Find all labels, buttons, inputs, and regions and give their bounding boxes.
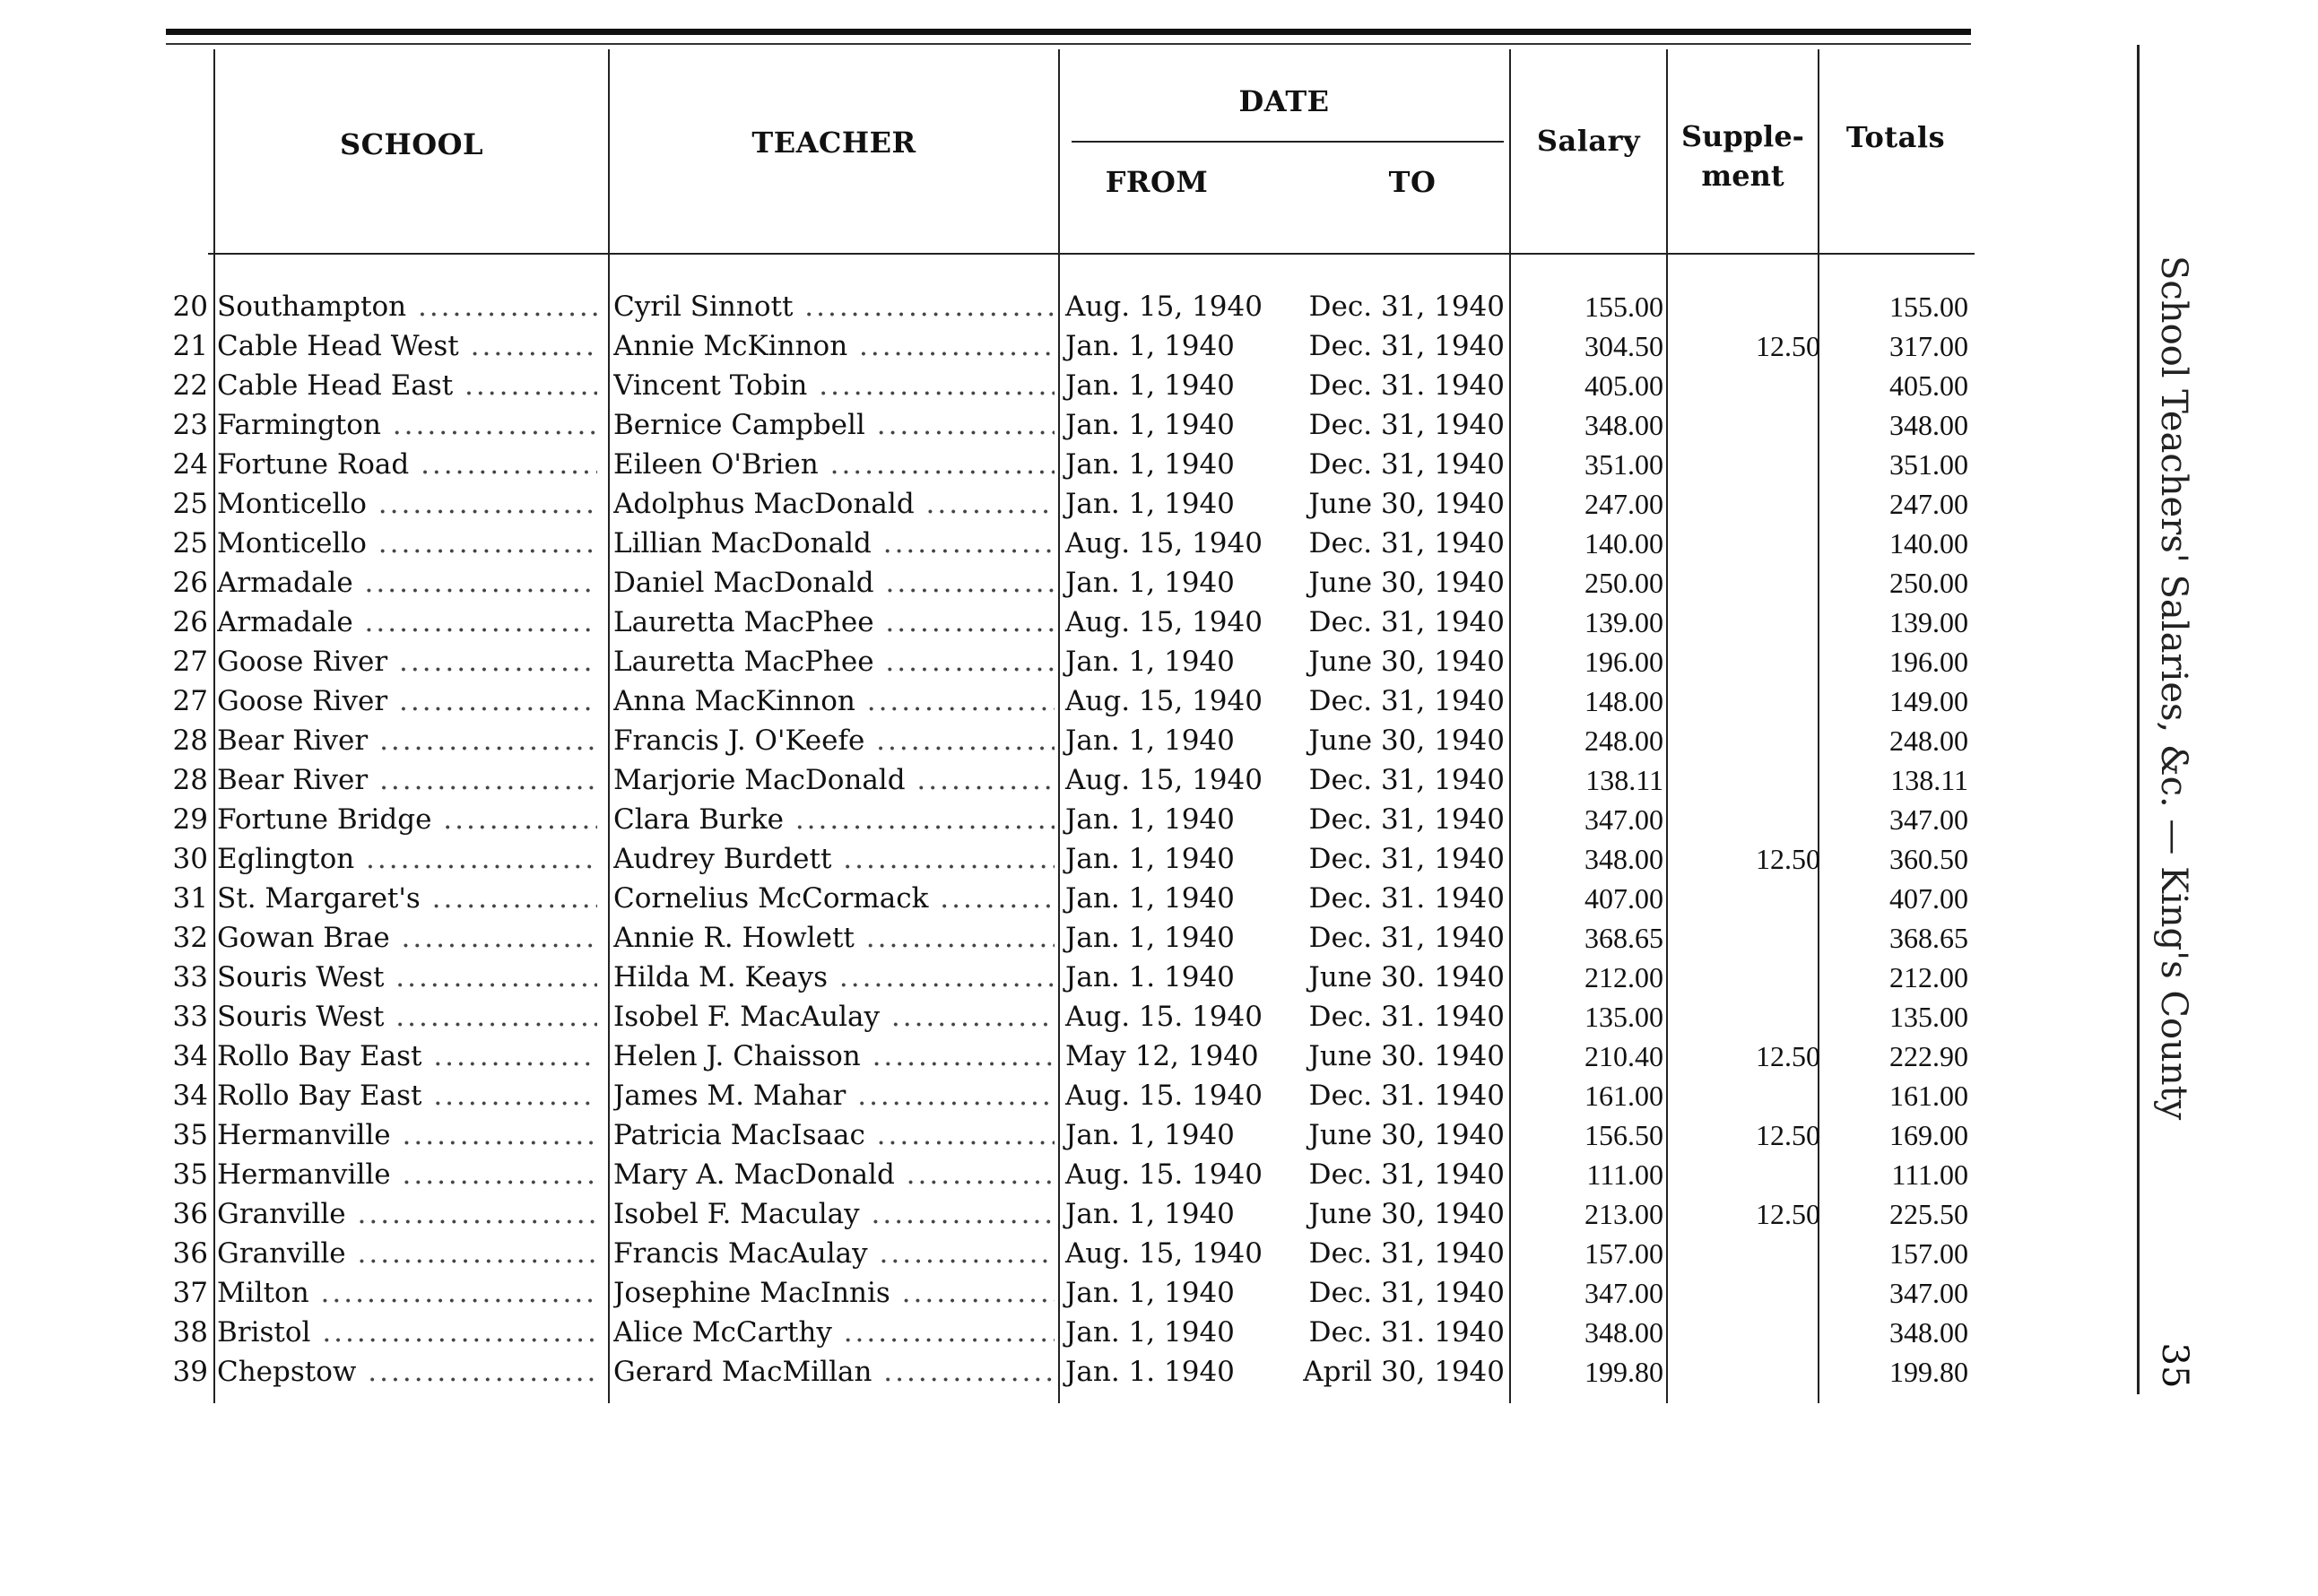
salary-header: Salary — [1536, 124, 1641, 158]
total-value: 250.00 — [1889, 567, 1968, 599]
date-to: June 30, 1940 — [1308, 1119, 1505, 1151]
date-to: Dec. 31, 1940 — [1308, 1158, 1505, 1191]
total-value: 139.00 — [1889, 606, 1968, 638]
row-number: 29 — [172, 803, 208, 836]
date-from: May 12, 1940 — [1065, 1040, 1259, 1072]
date-from: Jan. 1, 1940 — [1065, 369, 1235, 402]
date-to: April 30, 1940 — [1303, 1356, 1505, 1388]
teacher-name: James M. Mahar ..... — [613, 1076, 1055, 1115]
salary-value: 351.00 — [1584, 448, 1663, 481]
school-name: Milton ..... — [217, 1273, 597, 1313]
date-from: Jan. 1, 1940 — [1065, 1277, 1235, 1309]
row-number: 33 — [172, 1001, 208, 1033]
total-value: 317.00 — [1889, 330, 1968, 362]
school-name: Granville ..... — [217, 1234, 597, 1273]
teacher-name: Adolphus MacDonald ..... — [613, 484, 1055, 524]
date-to: June 30, 1940 — [1308, 567, 1505, 599]
school-name: Goose River ..... — [217, 681, 597, 721]
table-row — [0, 642, 2018, 681]
row-number: 37 — [172, 1277, 208, 1309]
supplement-header-line1: Supple- — [1681, 119, 1804, 153]
date-from: Aug. 15, 1940 — [1065, 1237, 1263, 1270]
supplement-value: 12.50 — [1756, 843, 1820, 875]
date-to: Dec. 31, 1940 — [1308, 527, 1505, 559]
school-name: Rollo Bay East ..... — [217, 1076, 597, 1115]
date-from: Jan. 1, 1940 — [1065, 330, 1235, 362]
teacher-name: Anna MacKinnon ..... — [613, 681, 1055, 721]
table-row — [0, 1273, 2018, 1313]
salary-value: 138.11 — [1585, 764, 1663, 796]
date-to: June 30. 1940 — [1308, 1040, 1505, 1072]
row-number: 28 — [172, 764, 208, 796]
teacher-name: Lauretta MacPhee ..... — [613, 603, 1055, 642]
date-to: Dec. 31, 1940 — [1308, 1277, 1505, 1309]
side-title-text: School Teachers' Salaries, &c. — King's County — [2153, 256, 2194, 1121]
school-name: Fortune Bridge ..... — [217, 800, 597, 839]
total-value: 111.00 — [1891, 1158, 1968, 1191]
date-to: Dec. 31. 1940 — [1308, 882, 1505, 915]
total-value: 247.00 — [1889, 488, 1968, 520]
table-row — [0, 958, 2018, 997]
school-name: Armadale ..... — [217, 603, 597, 642]
date-from: Jan. 1. 1940 — [1065, 1356, 1235, 1388]
salary-value: 135.00 — [1584, 1001, 1663, 1033]
salary-value: 407.00 — [1584, 882, 1663, 915]
school-name: Armadale ..... — [217, 563, 597, 603]
date-from: Jan. 1, 1940 — [1065, 646, 1235, 678]
row-number: 36 — [172, 1237, 208, 1270]
school-name: Granville ..... — [217, 1194, 597, 1234]
date-to: Dec. 31. 1940 — [1308, 369, 1505, 402]
row-number: 39 — [172, 1356, 208, 1388]
total-value: 348.00 — [1889, 1316, 1968, 1349]
teacher-name: Patricia MacIsaac ..... — [613, 1115, 1055, 1155]
date-from: Aug. 15, 1940 — [1065, 606, 1263, 638]
table-row — [0, 366, 2018, 405]
table-row — [0, 326, 2018, 366]
date-to: June 30, 1940 — [1308, 724, 1505, 757]
salary-value: 161.00 — [1584, 1080, 1663, 1112]
date-from: Jan. 1, 1940 — [1065, 922, 1235, 954]
date-from: Jan. 1, 1940 — [1065, 448, 1235, 481]
teacher-name: Daniel MacDonald ..... — [613, 563, 1055, 603]
date-from: Jan. 1, 1940 — [1065, 1198, 1235, 1230]
table-row — [0, 1313, 2018, 1352]
row-number: 20 — [172, 291, 208, 323]
total-value: 348.00 — [1889, 409, 1968, 441]
row-number: 34 — [172, 1040, 208, 1072]
school-name: Goose River ..... — [217, 642, 597, 681]
table-row — [0, 1115, 2018, 1155]
school-name: Hermanville ..... — [217, 1155, 597, 1194]
row-number: 38 — [172, 1316, 208, 1349]
date-to: June 30, 1940 — [1308, 488, 1505, 520]
date-to: Dec. 31, 1940 — [1308, 409, 1505, 441]
teacher-name: Francis MacAulay ..... — [613, 1234, 1055, 1273]
salary-value: 210.40 — [1584, 1040, 1663, 1072]
total-value: 140.00 — [1889, 527, 1968, 559]
teacher-name: Helen J. Chaisson ..... — [613, 1037, 1055, 1076]
teacher-name: Clara Burke ..... — [613, 800, 1055, 839]
date-from: Aug. 15. 1940 — [1065, 1158, 1263, 1191]
school-name: Hermanville ..... — [217, 1115, 597, 1155]
date-from: Jan. 1, 1940 — [1065, 882, 1235, 915]
teacher-name: Isobel F. Maculay ..... — [613, 1194, 1055, 1234]
salary-value: 250.00 — [1584, 567, 1663, 599]
row-number: 33 — [172, 961, 208, 993]
row-number: 25 — [172, 527, 208, 559]
salary-value: 148.00 — [1584, 685, 1663, 717]
school-name: Souris West ..... — [217, 958, 597, 997]
date-from: Jan. 1, 1940 — [1065, 409, 1235, 441]
date-to: Dec. 31, 1940 — [1308, 606, 1505, 638]
date-from: Jan. 1, 1940 — [1065, 1119, 1235, 1151]
teacher-name: Isobel F. MacAulay ..... — [613, 997, 1055, 1037]
salary-value: 248.00 — [1584, 724, 1663, 757]
date-from: Jan. 1, 1940 — [1065, 803, 1235, 836]
row-number: 32 — [172, 922, 208, 954]
teacher-name: Hilda M. Keays ..... — [613, 958, 1055, 997]
salary-value: 304.50 — [1584, 330, 1663, 362]
total-value: 347.00 — [1889, 803, 1968, 836]
date-from: Aug. 15, 1940 — [1065, 527, 1263, 559]
supplement-value: 12.50 — [1756, 330, 1820, 362]
teacher-name: Audrey Burdett ..... — [613, 839, 1055, 879]
date-to: Dec. 31, 1940 — [1308, 685, 1505, 717]
total-value: 225.50 — [1889, 1198, 1968, 1230]
school-name: Gowan Brae ..... — [217, 918, 597, 958]
date-from: Jan. 1, 1940 — [1065, 567, 1235, 599]
date-to: June 30. 1940 — [1308, 961, 1505, 993]
school-name: Bristol ..... — [217, 1313, 597, 1352]
date-from: Jan. 1, 1940 — [1065, 843, 1235, 875]
salary-value: 111.00 — [1586, 1158, 1663, 1191]
date-to: Dec. 31, 1940 — [1308, 1237, 1505, 1270]
row-number: 27 — [172, 646, 208, 678]
table-row — [0, 1352, 2018, 1392]
table-row — [0, 800, 2018, 839]
teacher-name: Mary A. MacDonald ..... — [613, 1155, 1055, 1194]
date-to: Dec. 31. 1940 — [1308, 1316, 1505, 1349]
table-row — [0, 1037, 2018, 1076]
row-number: 30 — [172, 843, 208, 875]
salary-value: 156.50 — [1584, 1119, 1663, 1151]
table-row — [0, 681, 2018, 721]
teacher-name: Gerard MacMillan ..... — [613, 1352, 1055, 1392]
supplement-value: 12.50 — [1756, 1198, 1820, 1230]
to-header: TO — [1388, 165, 1437, 199]
total-value: 135.00 — [1889, 1001, 1968, 1033]
teacher-name: Josephine MacInnis ..... — [613, 1273, 1055, 1313]
total-value: 149.00 — [1889, 685, 1968, 717]
table-row — [0, 760, 2018, 800]
side-title — [2143, 256, 2206, 1403]
top-rule — [166, 29, 1971, 35]
table-row — [0, 1234, 2018, 1273]
school-name: Monticello ..... — [217, 524, 597, 563]
school-name: Cable Head West ..... — [217, 326, 597, 366]
salary-value: 213.00 — [1584, 1198, 1663, 1230]
teacher-name: Eileen O'Brien ..... — [613, 445, 1055, 484]
table-row — [0, 839, 2018, 879]
date-to: Dec. 31. 1940 — [1308, 1001, 1505, 1033]
teacher-name: Bernice Campbell ..... — [613, 405, 1055, 445]
date-from: Jan. 1, 1940 — [1065, 488, 1235, 520]
salary-value: 347.00 — [1584, 803, 1663, 836]
school-name: Cable Head East ..... — [217, 366, 597, 405]
row-number: 21 — [172, 330, 208, 362]
table-row — [0, 1194, 2018, 1234]
school-name: Fortune Road ..... — [217, 445, 597, 484]
salary-value: 348.00 — [1584, 843, 1663, 875]
row-number: 36 — [172, 1198, 208, 1230]
teacher-header: TEACHER — [751, 126, 916, 160]
date-from: Jan. 1. 1940 — [1065, 961, 1235, 993]
total-value: 222.90 — [1889, 1040, 1968, 1072]
table-row — [0, 721, 2018, 760]
supplement-value: 12.50 — [1756, 1119, 1820, 1151]
page-number — [2143, 1342, 2206, 1399]
row-number: 34 — [172, 1080, 208, 1112]
header-bottom-rule — [208, 253, 1975, 255]
school-name: Souris West ..... — [217, 997, 597, 1037]
supplement-header-line2: ment — [1701, 159, 1784, 193]
teacher-name: Marjorie MacDonald ..... — [613, 760, 1055, 800]
teacher-name: Cornelius McCormack ..... — [613, 879, 1055, 918]
date-to: Dec. 31, 1940 — [1308, 291, 1505, 323]
school-name: Monticello ..... — [217, 484, 597, 524]
school-name: Chepstow ..... — [217, 1352, 597, 1392]
total-value: 155.00 — [1889, 291, 1968, 323]
salary-value: 139.00 — [1584, 606, 1663, 638]
total-value: 157.00 — [1889, 1237, 1968, 1270]
school-name: Rollo Bay East ..... — [217, 1037, 597, 1076]
school-name: St. Margaret's ..... — [217, 879, 597, 918]
row-number: 25 — [172, 488, 208, 520]
school-name: Eglington ..... — [217, 839, 597, 879]
table-row — [0, 405, 2018, 445]
total-value: 212.00 — [1889, 961, 1968, 993]
teacher-name: Francis J. O'Keefe ..... — [613, 721, 1055, 760]
salary-value: 196.00 — [1584, 646, 1663, 678]
row-number: 28 — [172, 724, 208, 757]
salary-value: 212.00 — [1584, 961, 1663, 993]
side-rule — [2137, 45, 2140, 1394]
row-number: 26 — [172, 606, 208, 638]
total-value: 196.00 — [1889, 646, 1968, 678]
total-value: 169.00 — [1889, 1119, 1968, 1151]
table-row — [0, 287, 2018, 326]
teacher-name: Lauretta MacPhee ..... — [613, 642, 1055, 681]
date-to: Dec. 31, 1940 — [1308, 922, 1505, 954]
total-value: 405.00 — [1889, 369, 1968, 402]
row-number: 35 — [172, 1119, 208, 1151]
date-from: Aug. 15. 1940 — [1065, 1080, 1263, 1112]
table-row — [0, 484, 2018, 524]
table-row — [0, 563, 2018, 603]
supplement-header — [1668, 117, 1818, 195]
date-to: Dec. 31, 1940 — [1308, 843, 1505, 875]
total-value: 407.00 — [1889, 882, 1968, 915]
school-header: SCHOOL — [339, 127, 484, 161]
row-number: 22 — [172, 369, 208, 402]
top-rule-thin — [166, 43, 1971, 45]
total-value: 248.00 — [1889, 724, 1968, 757]
teacher-name: Alice McCarthy ..... — [613, 1313, 1055, 1352]
row-number: 26 — [172, 567, 208, 599]
total-value: 199.80 — [1889, 1356, 1968, 1388]
teacher-name: Cyril Sinnott ..... — [613, 287, 1055, 326]
date-from: Aug. 15. 1940 — [1065, 1001, 1263, 1033]
table-row — [0, 445, 2018, 484]
date-to: June 30, 1940 — [1308, 1198, 1505, 1230]
salary-value: 157.00 — [1584, 1237, 1663, 1270]
date-header-rule — [1072, 141, 1504, 143]
totals-header: Totals — [1845, 120, 1946, 154]
salary-value: 140.00 — [1584, 527, 1663, 559]
date-from: Aug. 15, 1940 — [1065, 764, 1263, 796]
date-from: Jan. 1, 1940 — [1065, 1316, 1235, 1349]
row-number: 23 — [172, 409, 208, 441]
salary-value: 368.65 — [1584, 922, 1663, 954]
school-name: Southampton ..... — [217, 287, 597, 326]
total-value: 360.50 — [1889, 843, 1968, 875]
total-value: 161.00 — [1889, 1080, 1968, 1112]
table-row — [0, 524, 2018, 563]
table-row — [0, 1076, 2018, 1115]
date-to: Dec. 31, 1940 — [1308, 803, 1505, 836]
salary-value: 247.00 — [1584, 488, 1663, 520]
date-to: June 30, 1940 — [1308, 646, 1505, 678]
from-header: FROM — [1105, 165, 1209, 199]
total-value: 368.65 — [1889, 922, 1968, 954]
row-number: 31 — [172, 882, 208, 915]
salary-value: 348.00 — [1584, 1316, 1663, 1349]
salary-value: 199.80 — [1584, 1356, 1663, 1388]
table-row — [0, 603, 2018, 642]
teacher-name: Vincent Tobin ..... — [613, 366, 1055, 405]
page-number-text: 35 — [2154, 1342, 2195, 1389]
salary-value: 348.00 — [1584, 409, 1663, 441]
date-to: Dec. 31, 1940 — [1308, 448, 1505, 481]
supplement-value: 12.50 — [1756, 1040, 1820, 1072]
table-row — [0, 879, 2018, 918]
date-to: Dec. 31, 1940 — [1308, 764, 1505, 796]
teacher-name: Lillian MacDonald ..... — [613, 524, 1055, 563]
total-value: 138.11 — [1890, 764, 1968, 796]
row-number: 27 — [172, 685, 208, 717]
date-from: Jan. 1, 1940 — [1065, 724, 1235, 757]
school-name: Bear River ..... — [217, 760, 597, 800]
row-number: 24 — [172, 448, 208, 481]
salary-value: 155.00 — [1584, 291, 1663, 323]
salary-value: 405.00 — [1584, 369, 1663, 402]
table-row — [0, 997, 2018, 1037]
total-value: 351.00 — [1889, 448, 1968, 481]
salary-value: 347.00 — [1584, 1277, 1663, 1309]
date-from: Aug. 15, 1940 — [1065, 685, 1263, 717]
table-row — [0, 1155, 2018, 1194]
school-name: Bear River ..... — [217, 721, 597, 760]
total-value: 347.00 — [1889, 1277, 1968, 1309]
date-to: Dec. 31. 1940 — [1308, 1080, 1505, 1112]
date-header: DATE — [1238, 84, 1330, 118]
date-to: Dec. 31, 1940 — [1308, 330, 1505, 362]
teacher-name: Annie McKinnon ..... — [613, 326, 1055, 366]
row-number: 35 — [172, 1158, 208, 1191]
teacher-name: Annie R. Howlett ..... — [613, 918, 1055, 958]
school-name: Farmington ..... — [217, 405, 597, 445]
table-row — [0, 918, 2018, 958]
date-from: Aug. 15, 1940 — [1065, 291, 1263, 323]
